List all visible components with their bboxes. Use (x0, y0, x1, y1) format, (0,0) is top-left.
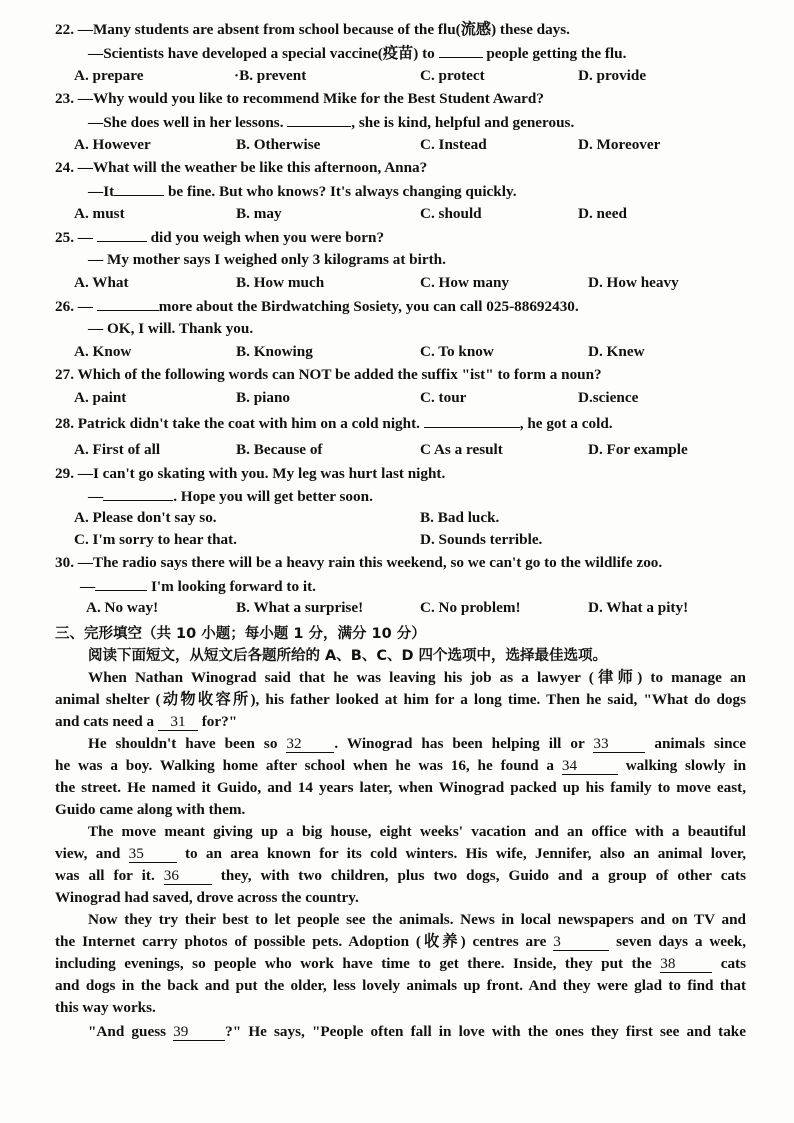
answer-blank[interactable] (103, 486, 173, 501)
question-text: —Many students are absent from school because of the flu(流感) these days. (77, 21, 570, 38)
question-24-line-2 (88, 181, 517, 202)
question-text: —I can't go skating with you. My leg was hurt last night. (77, 465, 446, 482)
passage-text: and cats need a (55, 713, 155, 730)
passage-line: the street. He named it Guido, and 14 years later, when Winograd packed up his family to move east, (55, 779, 746, 796)
option-a[interactable]: A. No way! (86, 599, 159, 616)
question-number: 25. (55, 229, 74, 246)
passage-line: Guido came along with them. (55, 801, 246, 818)
cloze-blank-36[interactable]: 36 (164, 868, 212, 885)
question-text: —It (88, 183, 115, 200)
question-25-line-2 (88, 250, 446, 270)
answer-blank[interactable] (95, 576, 147, 591)
cloze-blank-38[interactable]: 38 (660, 956, 712, 973)
passage-text: they, with two children, plus two dogs, Guido and a group of other cats (220, 867, 746, 884)
question-text: , he got a cold. (519, 415, 613, 432)
option-b[interactable]: B. Knowing (236, 343, 313, 360)
passage-line (55, 756, 746, 776)
option-c[interactable]: C. To know (420, 343, 494, 360)
passage-line (55, 712, 237, 732)
question-22-line-2 (88, 43, 626, 64)
option-d[interactable]: D. provide (578, 67, 647, 84)
option-d[interactable]: D. What a pity! (588, 599, 689, 616)
question-28-line-1 (55, 413, 613, 434)
passage-text: seven days a week, (616, 933, 747, 950)
passage-text: he was a boy. Walking home after school when he was 16, he found a (55, 757, 554, 774)
passage-text: . Winograd has been helping ill or (334, 735, 585, 752)
cloze-blank-35[interactable]: 35 (129, 846, 177, 863)
passage-text: for?" (201, 713, 238, 730)
option-c[interactable]: C. I'm sorry to hear that. (74, 531, 237, 548)
passage-line: animal shelter (动物收容所), his father looked at him for a long time. Then he said, "What do dogs (55, 691, 746, 708)
answer-blank[interactable] (439, 43, 483, 58)
option-c[interactable]: C. How many (420, 274, 510, 291)
question-24-line-1 (55, 158, 427, 178)
option-b[interactable]: ·B. prevent (234, 67, 307, 84)
answer-blank[interactable] (424, 413, 520, 428)
option-a[interactable]: A. must (74, 205, 125, 222)
option-a[interactable]: A. What (74, 274, 129, 291)
option-d[interactable]: D. Moreover (578, 136, 661, 153)
cloze-blank-31[interactable]: 31 (158, 714, 198, 731)
passage-line (88, 1022, 746, 1042)
question-text: I'm looking forward to it. (150, 578, 316, 595)
passage-text: animals since (654, 735, 747, 752)
option-d[interactable]: D.science (578, 389, 639, 406)
question-text: more about the Birdwatching Sosiety, you can call 025-88692430. (158, 298, 579, 315)
question-29-line-1 (55, 464, 445, 484)
question-text: , she is kind, helpful and generous. (351, 114, 575, 131)
passage-line: The move meant giving up a big house, eight weeks' vacation and an office with a beautiful (88, 823, 746, 840)
option-b[interactable]: B. Because of (236, 441, 323, 458)
cloze-blank-32[interactable]: 32 (286, 736, 334, 753)
question-27-line-1 (55, 365, 602, 385)
question-text: — (77, 298, 93, 315)
option-a[interactable]: A. Know (74, 343, 132, 360)
question-text: —The radio says there will be a heavy rain this weekend, so we can't go to the wildlife zoo. (77, 554, 663, 571)
question-26-line-2 (88, 319, 253, 339)
question-text: — (88, 488, 104, 505)
option-a[interactable]: A. paint (74, 389, 127, 406)
option-d[interactable]: D. need (578, 205, 627, 222)
question-number: 29. (55, 465, 74, 482)
option-c[interactable]: C. protect (420, 67, 485, 84)
question-text: Which of the following words can NOT be added the suffix "ist" to form a noun? (77, 366, 602, 383)
question-number: 22. (55, 21, 74, 38)
cloze-blank-37[interactable]: 3 (553, 934, 609, 951)
option-a[interactable]: A. prepare (74, 67, 144, 84)
passage-text: cats (720, 955, 747, 972)
passage-line: this way works. (55, 999, 156, 1016)
passage-text: the Internet carry photos of possible pets. Adoption (收养) centres are (55, 933, 547, 950)
option-a[interactable]: A. However (74, 136, 151, 153)
option-d[interactable]: D. Knew (588, 343, 645, 360)
option-b[interactable]: B. Bad luck. (420, 509, 500, 526)
option-b[interactable]: B. How much (236, 274, 325, 291)
option-d[interactable]: D. Sounds terrible. (420, 531, 543, 548)
section-title: 三、完形填空（共 10 小题；每小题 1 分，满分 10 分） (55, 626, 426, 642)
passage-line (55, 866, 746, 886)
option-c[interactable]: C. Instead (420, 136, 487, 153)
passage-text: was all for it. (55, 867, 155, 884)
answer-blank[interactable] (287, 112, 351, 127)
question-30-line-1 (55, 553, 662, 573)
option-c[interactable]: C. tour (420, 389, 467, 406)
passage-text: view, and (55, 845, 121, 862)
answer-blank[interactable] (114, 181, 164, 196)
passage-line: When Nathan Winograd said that he was leaving his job as a lawyer (律师) to manage an (88, 669, 746, 686)
option-b[interactable]: B. may (236, 205, 282, 222)
option-c[interactable]: C. should (420, 205, 482, 222)
question-number: 27. (55, 366, 74, 383)
question-23-line-1 (55, 89, 544, 109)
question-25-line-1 (55, 227, 384, 248)
question-22-line-1 (55, 20, 570, 40)
passage-line (55, 932, 746, 952)
question-text: . Hope you will get better soon. (173, 488, 373, 505)
passage-line (88, 734, 746, 754)
question-text: — (80, 578, 96, 595)
option-c[interactable]: C. No problem! (420, 599, 521, 616)
passage-text: "And guess (88, 1023, 167, 1040)
section-instruction: 阅读下面短文，从短文后各题所给的 A、B、C、D 四个选项中，选择最佳选项。 (88, 648, 608, 664)
question-number: 24. (55, 159, 74, 176)
option-b[interactable]: B. Otherwise (236, 136, 321, 153)
option-d[interactable]: D. How heavy (588, 274, 679, 291)
question-29-line-2 (88, 486, 373, 507)
option-a[interactable]: A. First of all (74, 441, 161, 458)
passage-line: and dogs in the back and put the older, less lovely animals up front. And they were glad to find that (55, 977, 746, 994)
passage-line: Now they try their best to let people see the animals. News in local newspapers and on TV and (88, 911, 746, 928)
question-text: —Why would you like to recommend Mike for the Best Student Award? (77, 90, 544, 107)
cloze-blank-39[interactable]: 39 (173, 1024, 225, 1041)
question-text: —Scientists have developed a special vaccine(疫苗) to (88, 45, 435, 62)
question-text: did you weigh when you were born? (150, 229, 385, 246)
question-26-line-1 (55, 296, 579, 317)
passage-text: walking slowly in (625, 757, 747, 774)
passage-text: ?" He says, "People often fall in love with the ones they first see and take (225, 1023, 746, 1040)
question-text: —She does well in her lessons. (88, 114, 284, 131)
passage-text: including evenings, so people who work have time to get there. Inside, they put the (55, 955, 652, 972)
option-d[interactable]: D. For example (588, 441, 688, 458)
question-number: 23. (55, 90, 74, 107)
question-text: be fine. But who knows? It's always changing quickly. (167, 183, 517, 200)
option-c[interactable]: C As a result (420, 441, 503, 458)
passage-text: He shouldn't have been so (88, 735, 278, 752)
passage-text: to an area known for its cold winters. His wife, Jennifer, also an animal lover, (184, 845, 747, 862)
cloze-blank-34[interactable]: 34 (562, 758, 618, 775)
question-text: Patrick didn't take the coat with him on a cold night. (77, 415, 420, 432)
question-number: 30. (55, 554, 74, 571)
passage-line (55, 954, 746, 974)
answer-blank[interactable] (97, 227, 147, 242)
question-text: — OK, I will. Thank you. (88, 320, 254, 337)
passage-line: Winograd had saved, drove across the country. (55, 889, 359, 906)
question-text: people getting the flu. (486, 45, 627, 62)
question-text: —What will the weather be like this afternoon, Anna? (77, 159, 428, 176)
question-text: — My mother says I weighed only 3 kilograms at birth. (88, 251, 446, 268)
option-a[interactable]: A. Please don't say so. (74, 509, 217, 526)
passage-line (55, 844, 746, 864)
answer-blank[interactable] (97, 296, 159, 311)
option-b[interactable]: B. piano (236, 389, 291, 406)
question-number: 28. (55, 415, 74, 432)
option-b[interactable]: B. What a surprise! (236, 599, 364, 616)
question-number: 26. (55, 298, 74, 315)
cloze-blank-33[interactable]: 33 (593, 736, 645, 753)
question-text: — (77, 229, 93, 246)
question-30-line-2 (80, 576, 316, 597)
question-23-line-2 (88, 112, 574, 133)
